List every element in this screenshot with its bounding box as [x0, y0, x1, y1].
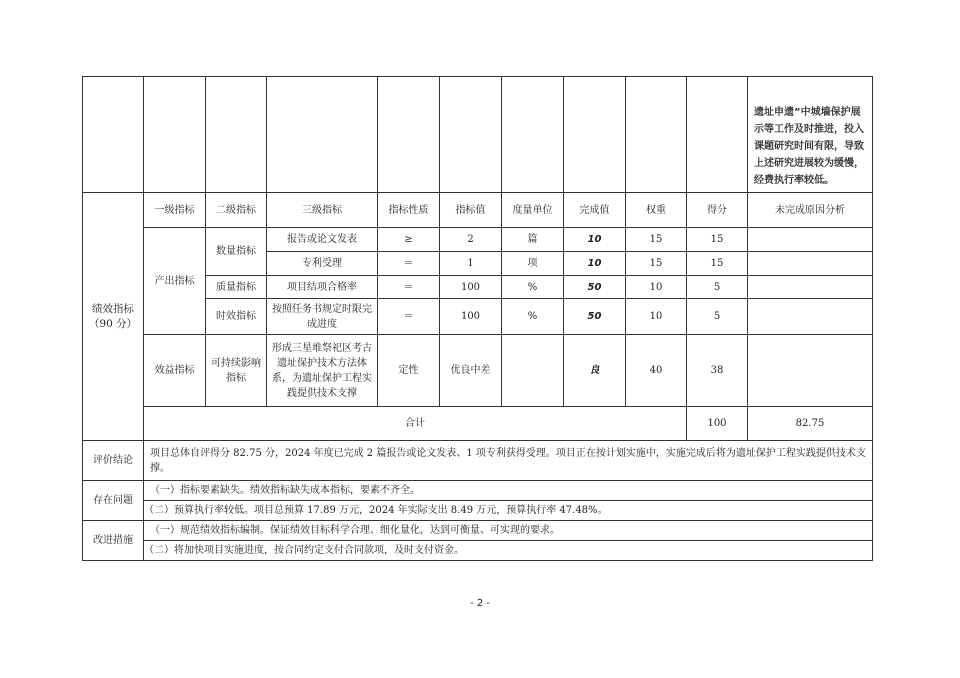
- section-label: 绩效指标: [92, 302, 134, 315]
- header-cell: 完成值: [564, 193, 626, 228]
- completed-cell: 50: [564, 276, 626, 299]
- performance-table: [82, 76, 873, 561]
- weight-cell: 15: [626, 228, 687, 252]
- measures-list: [144, 521, 873, 561]
- unit-cell: %: [502, 276, 564, 299]
- header-cell: 未完成原因分析: [748, 193, 873, 228]
- score-cell: 38: [687, 335, 748, 407]
- header-cell: 一级指标: [144, 193, 206, 228]
- header-cell: 权重: [626, 193, 687, 228]
- level3-cell: 项目结项合格率: [267, 276, 378, 299]
- header-row: [83, 193, 873, 228]
- timeliness-indicator-label: 时效指标: [206, 299, 267, 335]
- table-row: [83, 335, 873, 407]
- continuation-note: 遗址申遗”中城墙保护展示等工作及时推进，投入课题研究时间有限，导致上述研究进展较为缓慢，经费执行率较低。: [748, 77, 873, 193]
- measure-item: （一）规范绩效指标编制。保证绩效目标科学合理、细化量化，达到可衡量、可实现的要求。: [150, 525, 560, 536]
- benefit-indicator-label: 效益指标: [144, 335, 206, 407]
- unit-cell: 项: [502, 252, 564, 276]
- evaluation-text: 项目总体自评得分 82.75 分，2024 年度已完成 2 篇报告或论文发表、1 项专利获得受理。项目正在按计划实施中，实施完成后将为遗址保护工程实践提供技术支撑。: [144, 441, 873, 481]
- unit-cell: %: [502, 299, 564, 335]
- sustainable-indicator-label: 可持续影响指标: [206, 335, 267, 407]
- total-row: [83, 407, 873, 441]
- reason-cell: [748, 276, 873, 299]
- score-cell: 5: [687, 299, 748, 335]
- level3-cell: 按照任务书规定时限完成进度: [267, 299, 378, 335]
- nature-cell: ＝: [378, 299, 440, 335]
- header-cell: 指标值: [440, 193, 502, 228]
- completed-cell: 50: [564, 299, 626, 335]
- problem-item: （二）预算执行率较低。项目总预算 17.89 万元，2024 年实际支出 8.49 万元，预算执行率 47.48%。: [144, 500, 873, 520]
- value-cell: 100: [440, 299, 502, 335]
- nature-cell: ＝: [378, 252, 440, 276]
- problems-list: [144, 481, 873, 521]
- level3-cell: 形成三星堆祭祀区考古遗址保护技术方法体系，为遗址保护工程实践提供技术支撑: [267, 335, 378, 407]
- performance-section-cell: [83, 193, 144, 441]
- problem-item: （一）指标要素缺失。绩效指标缺失成本指标，要素不齐全。: [150, 485, 420, 496]
- output-indicator-label: 产出指标: [144, 228, 206, 335]
- header-cell: 得分: [687, 193, 748, 228]
- total-label: 合计: [144, 407, 687, 441]
- header-cell: 三级指标: [267, 193, 378, 228]
- reason-cell: [748, 228, 873, 252]
- weight-cell: 40: [626, 335, 687, 407]
- completed-cell: 良: [564, 335, 626, 407]
- weight-cell: 10: [626, 299, 687, 335]
- unit-cell: 篇: [502, 228, 564, 252]
- measure-item: （二）将加快项目实施进度，按合同约定支付合同款项，及时支付资金。: [144, 540, 873, 560]
- value-cell: 优良中差: [440, 335, 502, 407]
- nature-cell: ＝: [378, 276, 440, 299]
- continuation-row: [83, 77, 873, 193]
- evaluation-label: 评价结论: [83, 441, 144, 481]
- measures-label: 改进措施: [83, 521, 144, 561]
- header-cell: 二级指标: [206, 193, 267, 228]
- unit-cell: [502, 335, 564, 407]
- problems-label: 存在问题: [83, 481, 144, 521]
- reason-cell: [748, 335, 873, 407]
- weight-cell: 10: [626, 276, 687, 299]
- nature-cell: 定性: [378, 335, 440, 407]
- value-cell: 2: [440, 228, 502, 252]
- section-score: （90 分）: [88, 317, 138, 330]
- total-weight: 100: [687, 407, 748, 441]
- problems-row: [83, 481, 873, 521]
- header-cell: 指标性质: [378, 193, 440, 228]
- total-score: 82.75: [748, 407, 873, 441]
- reason-cell: [748, 299, 873, 335]
- evaluation-row: [83, 441, 873, 481]
- score-cell: 15: [687, 252, 748, 276]
- quantity-indicator-label: 数量指标: [206, 228, 267, 276]
- value-cell: 1: [440, 252, 502, 276]
- page-number: - 2 -: [470, 598, 490, 609]
- completed-cell: 10: [564, 252, 626, 276]
- nature-cell: ≥: [378, 228, 440, 252]
- measures-row: [83, 521, 873, 561]
- reason-cell: [748, 252, 873, 276]
- level3-cell: 报告或论文发表: [267, 228, 378, 252]
- table-row: [83, 228, 873, 252]
- score-cell: 15: [687, 228, 748, 252]
- completed-cell: 10: [564, 228, 626, 252]
- weight-cell: 15: [626, 252, 687, 276]
- header-cell: 度量单位: [502, 193, 564, 228]
- quality-indicator-label: 质量指标: [206, 276, 267, 299]
- score-cell: 5: [687, 276, 748, 299]
- level3-cell: 专利受理: [267, 252, 378, 276]
- value-cell: 100: [440, 276, 502, 299]
